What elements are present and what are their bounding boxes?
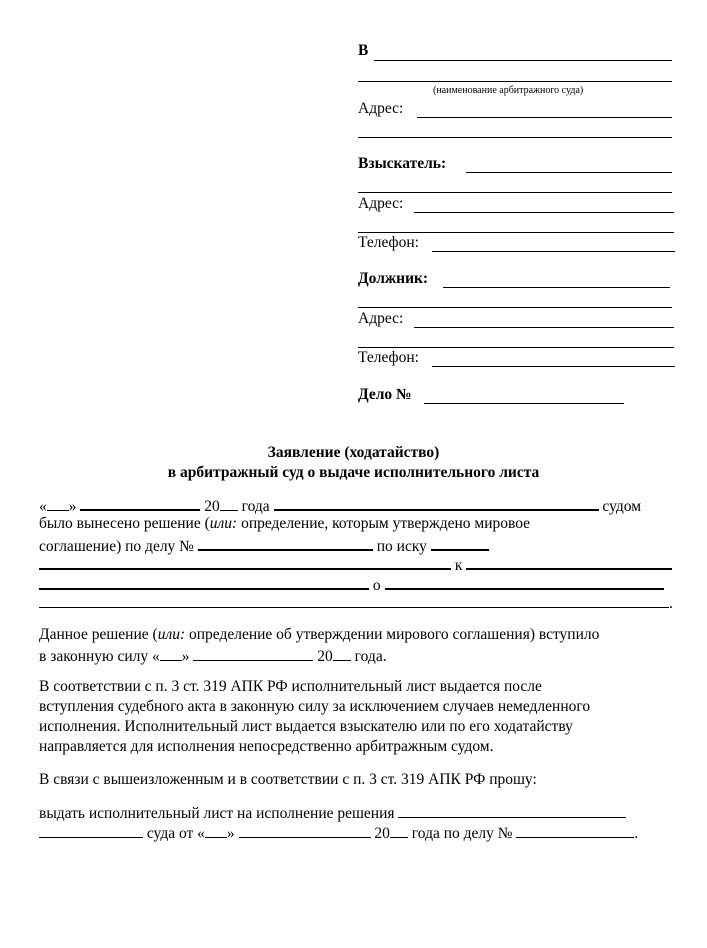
case-number-field[interactable] (424, 403, 624, 404)
claimant-phone-field[interactable] (432, 251, 675, 252)
to-label: В (358, 42, 369, 59)
debtor-address-label: Адрес: (358, 310, 404, 327)
day-field[interactable] (47, 495, 69, 511)
case-no-field[interactable] (198, 534, 373, 551)
claimant-phone-label: Телефон: (358, 234, 419, 251)
debtor-address-field-2[interactable] (358, 347, 674, 348)
court-address-label: Адрес: (358, 100, 404, 117)
request-line-1: выдать исполнительный лист на исполнение решения (39, 802, 626, 823)
law-para-line-3: исполнения. Исполнительный лист выдается взыскателю или по его ходатайству (39, 718, 573, 735)
decision-line-6: . (39, 592, 673, 613)
court-field[interactable] (274, 494, 599, 511)
court-caption: (наименование арбитражного суда) (433, 85, 584, 96)
request-intro: В связи с вышеизложенным и в соответствии с п. 3 ст. 319 АПК РФ прошу: (39, 771, 537, 788)
document-title-line2: в арбитражный суд о выдаче исполнительного листа (167, 464, 540, 481)
claimant-label: Взыскатель: (358, 155, 447, 172)
claimant-address-label: Адрес: (358, 195, 404, 212)
document-title-line1: Заявление (ходатайство) (267, 444, 440, 461)
defendant-field[interactable] (466, 553, 672, 570)
court-name-field-2[interactable] (358, 81, 672, 82)
decision-line-5: о (39, 573, 664, 595)
effective-year-field[interactable] (333, 645, 351, 661)
decision-month-field[interactable] (239, 822, 371, 838)
effective-day-field[interactable] (160, 645, 182, 661)
decision-line-1: « » 20 года судом (39, 494, 641, 516)
request-line-2: суда от « » 20 года по делу № . (39, 822, 638, 843)
decision-court-field-2[interactable] (39, 822, 143, 838)
effective-month-field[interactable] (193, 645, 313, 661)
plaintiff-field[interactable] (39, 553, 451, 570)
court-address-field-2[interactable] (358, 137, 672, 138)
decision-year-field[interactable] (390, 822, 408, 838)
debtor-phone-field[interactable] (432, 366, 675, 367)
law-para-line-1: В соответствии с п. 3 ст. 319 АПК РФ исполнительный лист выдается после (39, 678, 542, 695)
effective-line-2: в законную силу « » 20 года. (39, 645, 387, 666)
decision-day-field[interactable] (205, 822, 227, 838)
claim-field[interactable] (431, 534, 489, 551)
debtor-name-field[interactable] (443, 287, 670, 288)
defendant-field-2[interactable] (39, 573, 369, 590)
debtor-phone-label: Телефон: (358, 349, 419, 366)
claimant-address-field[interactable] (414, 212, 674, 213)
court-name-field[interactable] (374, 60, 672, 61)
debtor-name-field-2[interactable] (358, 307, 672, 308)
case-label: Дело № (358, 386, 412, 403)
month-field[interactable] (80, 494, 200, 511)
debtor-address-field[interactable] (414, 327, 674, 328)
decision-case-field[interactable] (516, 822, 634, 838)
law-para-line-2: вступления судебного акта в законную силу за исключением случаев немедленного (39, 698, 591, 715)
court-address-field[interactable] (417, 117, 672, 118)
claimant-name-field-2[interactable] (358, 192, 672, 193)
law-para-line-4: направляется для исполнения непосредственно арбитражным судом. (39, 738, 494, 755)
effective-line-1: Данное решение (или: определение об утверждении мирового соглашения) вступило (39, 626, 600, 643)
decision-court-field[interactable] (398, 802, 626, 818)
year-field[interactable] (220, 495, 238, 511)
decision-line-4: к (39, 553, 672, 575)
claimant-address-field-2[interactable] (358, 232, 674, 233)
decision-line-2: было вынесено решение (или: определение, которым утверждено мировое (39, 515, 531, 532)
decision-line-3: соглашение) по делу № по иску (39, 534, 489, 556)
subject-field[interactable] (385, 573, 664, 590)
claimant-name-field[interactable] (466, 172, 672, 173)
subject-field-2[interactable] (39, 592, 669, 608)
debtor-label: Должник: (358, 270, 429, 287)
